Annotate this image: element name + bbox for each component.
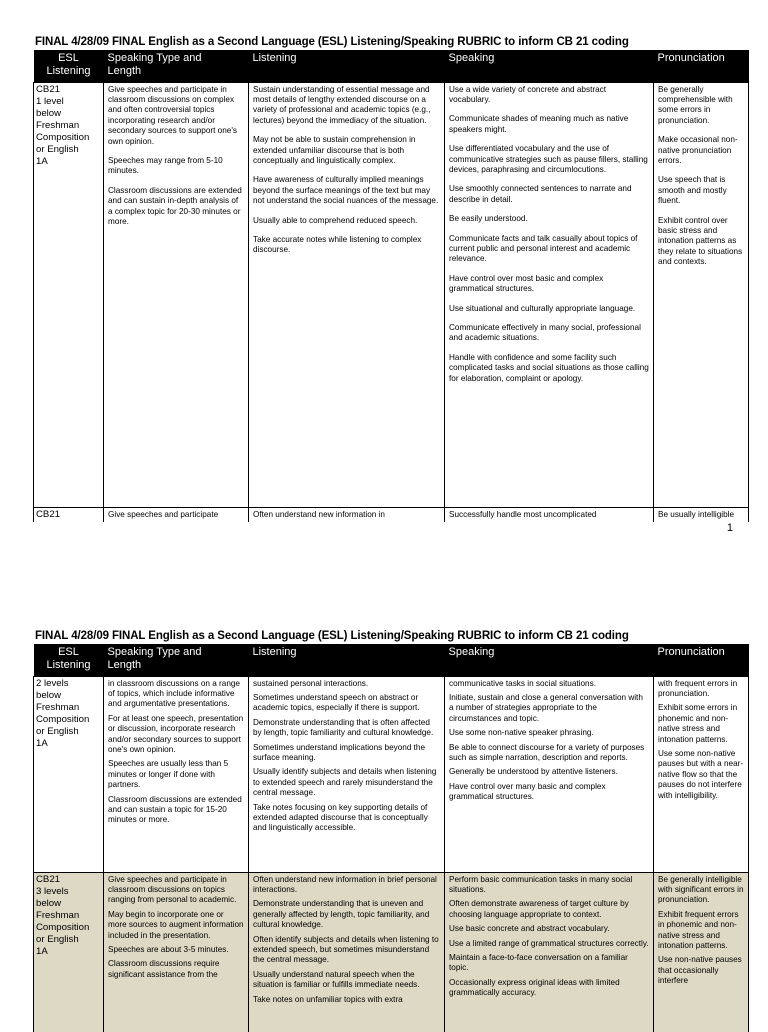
cell-text: Give speeches and participate in classroom discussions on topics ranging from personal to academic. — [108, 874, 237, 905]
cell-text: Have awareness of culturally implied meanings beyond the surface meanings of the text but may not understand the social nuances of the message. — [253, 175, 439, 206]
table-row — [34, 82, 749, 507]
rubric-table — [33, 50, 749, 522]
header-esl-listening: ESL Listening — [34, 644, 104, 676]
header-pronunciation: Pronunciation — [654, 50, 749, 82]
cell-text: Generally be understood by attentive listeners. — [449, 767, 618, 777]
header-esl-listening: ESL Listening — [34, 50, 104, 82]
cell-text: Use smoothly connected sentences to narrate and describe in detail. — [449, 184, 632, 204]
header-speaking-type: Speaking Type and Length — [104, 50, 249, 82]
speaking-type-cell — [104, 676, 249, 872]
cell-text: Sometimes understand implications beyond the surface meaning. — [253, 742, 426, 762]
cell-text: with frequent errors in pronunciation. — [658, 678, 738, 698]
cell-text: Give speeches and participate in classroom discussions on complex and often controversial topics incorporating research and/or secondary sources to support one's own opinion. — [108, 84, 237, 146]
cell-text: Use some non-native speaker phrasing. — [449, 728, 594, 738]
cell-text: Use a wide variety of concrete and abstract vocabulary. — [449, 84, 607, 104]
cell-text: Classroom discussions are extended and can sustain a topic for 15-20 minutes or more. — [108, 794, 242, 825]
listening-cell — [249, 82, 445, 507]
page-gap — [0, 535, 768, 600]
page-number: 1 — [726, 522, 733, 534]
header-listening: Listening — [249, 644, 445, 676]
pronunciation-cell — [654, 872, 749, 1032]
table-header-row — [34, 50, 749, 82]
cell-text: Handle with confidence and some facility such complicated tasks and social situations as those calling for elaboration, complaint or apology. — [449, 352, 649, 383]
speaking-cell — [445, 82, 654, 507]
cell-text: May not be able to sustain comprehension in extended unfamiliar discourse that is both conceptually and linguistically complex. — [253, 135, 416, 165]
cell-text: Have control over many basic and complex grammatical structures. — [449, 781, 606, 802]
cell-text: Demonstrate understanding that is often affected by length, topic familiarity and cultural knowledge. — [253, 717, 434, 738]
cell-text: Communicate shades of meaning much as native speakers might. — [449, 114, 629, 134]
cell-text: Occasionally express original ideas with limited grammatically accuracy. — [449, 977, 620, 998]
header-speaking: Speaking — [445, 50, 654, 82]
cell-text: Exhibit some errors in phonemic and non-native stress and intonation patterns. — [658, 703, 738, 744]
cell-text: Use some non-native pauses but with a near-native flow so that the pauses do not interfere with intelligibility. — [658, 748, 744, 800]
cell-text: Often demonstrate awareness of target culture by choosing language appropriate to context. — [449, 899, 629, 919]
cell-text: in classroom discussions on a range of topics, which include informative and argumentative presentations. — [108, 678, 240, 709]
cell-text: Be generally intelligible with significant errors in pronunciation. — [658, 874, 744, 905]
pronunciation-cell — [654, 676, 749, 872]
cell-text: Use basic concrete and abstract vocabulary. — [449, 924, 610, 934]
cell-text: Take accurate notes while listening to complex discourse. — [253, 234, 422, 255]
header-speaking-type: Speaking Type and Length — [104, 644, 249, 676]
page-title: FINAL 4/28/09 FINAL English as a Second Language (ESL) Listening/Speaking RUBRIC to inform CB 21 coding — [35, 36, 629, 48]
level-cell: CB21 — [34, 507, 104, 522]
cell-text: Have control over most basic and complex grammatical structures. — [449, 273, 604, 294]
cell-text: Usually able to comprehend reduced speech. — [253, 215, 418, 225]
cell-text: Use differentiated vocabulary and the use of communicative strategies such as pause fillers, stalling devices, paraphrasing and circumlocutions. — [449, 144, 648, 174]
document-page-1 — [33, 0, 748, 535]
cell-text: communicative tasks in social situations. — [449, 678, 596, 688]
cell-text: Communicate facts and talk casually about topics of current public and personal interest and academic relevance. — [449, 233, 638, 264]
cell-text: Communicate effectively in many social, professional and academic situations. — [449, 323, 641, 343]
cell-text: Use situational and culturally appropriate language. — [449, 303, 636, 313]
cell-text: Speeches may range from 5-10 minutes. — [108, 155, 223, 176]
cell-text: Speeches are usually less than 5 minutes or longer if done with partners. — [108, 759, 229, 790]
cell-text: Usually identify subjects and details when listening to extended speech and rarely misunderstand the central message. — [253, 767, 437, 798]
cell-text: Use non-native pauses that occasionally interfere — [658, 955, 742, 986]
cell-text: Usually understand natural speech when the situation is familiar or fulfills immediate needs. — [253, 969, 420, 990]
page-title: FINAL 4/28/09 FINAL English as a Second Language (ESL) Listening/Speaking RUBRIC to inform CB 21 coding — [35, 630, 629, 642]
cell-text: Take notes on unfamiliar topics with extra — [253, 994, 403, 1004]
cell-text: Take notes focusing on key supporting details of extended adapted discourse that is conceptually and linguistically accessible. — [253, 802, 428, 833]
listening-cell: Often understand new information in — [249, 507, 445, 522]
speaking-cell: Successfully handle most uncomplicated — [445, 507, 654, 522]
cell-text: Exhibit frequent errors in phonemic and non-native stress and intonation patterns. — [658, 909, 739, 950]
cell-text: Be able to connect discourse for a variety of purposes such as simple narration, description and reports. — [449, 742, 645, 762]
speaking-type-cell: Give speeches and participate — [104, 507, 249, 522]
document-page-2 — [33, 600, 748, 1024]
table-row — [34, 507, 749, 522]
cell-text: May begin to incorporate one or more sources to augment information included in the presentation. — [108, 909, 244, 940]
cell-text: Classroom discussions are extended and can sustain in-depth analysis of a complex topic for 20-30 minutes or more. — [108, 185, 242, 226]
pronunciation-cell — [654, 82, 749, 507]
speaking-type-cell — [104, 872, 249, 1032]
cell-text: Be easily understood. — [449, 214, 528, 224]
cell-text: Initiate, sustain and close a general conversation with a number of strategies appropriate to the circumstances and topic. — [449, 692, 643, 723]
cell-text: For at least one speech, presentation or discussion, incorporate research and/or secondary sources to support one's own opinion. — [108, 713, 244, 754]
cell-text: sustained personal interactions. — [253, 678, 369, 688]
level-cell: CB21 3 levels below Freshman Composition or English 1A — [34, 872, 104, 1032]
cell-text: Often identify subjects and details when listening to extended speech, but sometimes misunderstand the central message. — [253, 934, 439, 965]
level-cell: 2 levels below Freshman Composition or English 1A — [34, 676, 104, 872]
cell-text: Classroom discussions require significant assistance from the — [108, 959, 220, 979]
table-row — [34, 676, 749, 872]
pronunciation-cell: Be usually intelligible — [654, 507, 749, 522]
listening-cell — [249, 872, 445, 1032]
cell-text: Perform basic communication tasks in many social situations. — [449, 874, 633, 894]
cell-text: Exhibit control over basic stress and intonation patterns as they relate to situations and contexts. — [658, 215, 743, 267]
speaking-cell — [445, 676, 654, 872]
cell-text: Speeches are about 3-5 minutes. — [108, 944, 229, 954]
cell-text: Often understand new information in brief personal interactions. — [253, 874, 437, 894]
header-speaking: Speaking — [445, 644, 654, 676]
level-cell: CB21 1 level below Freshman Composition or English 1A — [34, 82, 104, 507]
cell-text: Sometimes understand speech on abstract or academic topics, especially if there is support. — [253, 692, 420, 713]
speaking-cell — [445, 872, 654, 1032]
header-listening: Listening — [249, 50, 445, 82]
cell-text: Use speech that is smooth and mostly fluent. — [658, 175, 727, 206]
cell-text: Maintain a face-to-face conversation on a familiar topic. — [449, 952, 628, 973]
cell-text: Demonstrate understanding that is uneven and generally affected by length, topic familiarity, and cultural knowledge. — [253, 899, 430, 930]
cell-text: Use a limited range of grammatical structures correctly. — [449, 938, 649, 948]
cell-text: Make occasional non-native pronunciation errors. — [658, 135, 738, 165]
speaking-type-cell — [104, 82, 249, 507]
cell-text: Be generally comprehensible with some errors in pronunciation. — [658, 84, 733, 125]
table-row — [34, 872, 749, 1032]
rubric-table — [33, 644, 749, 1032]
cell-text: Sustain understanding of essential message and most details of lengthy extended discourse on a variety of professional and academic topics (e.g., lectures) beyond the immediacy of the situation. — [253, 84, 431, 125]
header-pronunciation: Pronunciation — [654, 644, 749, 676]
table-header-row — [34, 644, 749, 676]
listening-cell — [249, 676, 445, 872]
